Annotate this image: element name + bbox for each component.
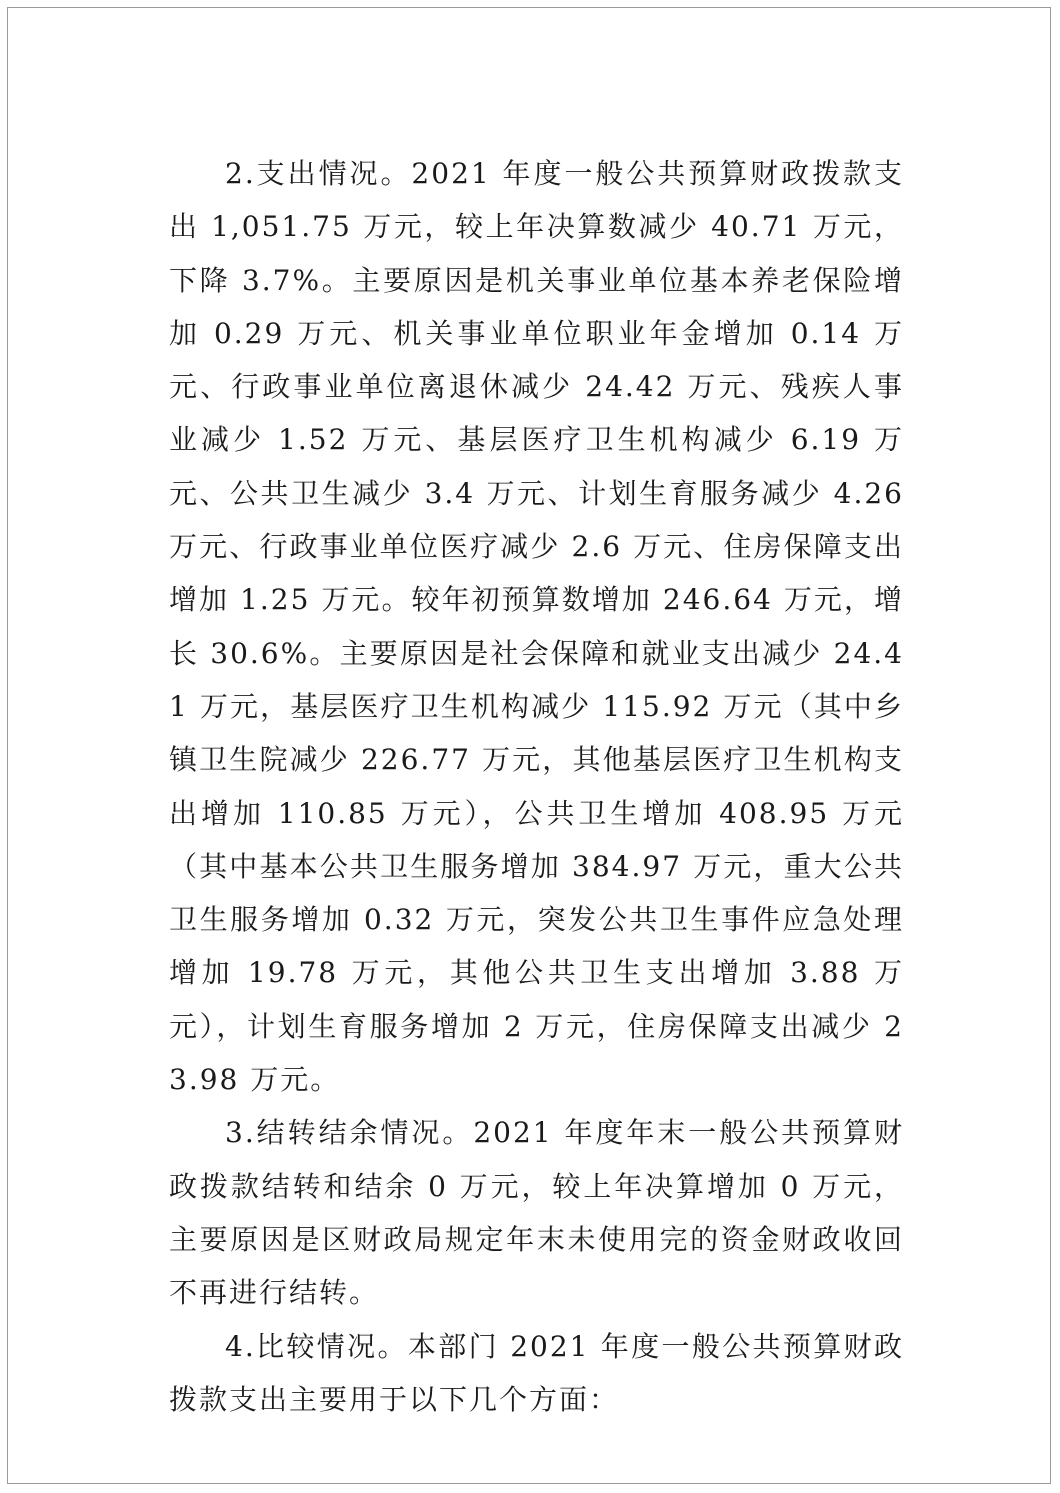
paragraph-carryover-balance: 3.结转结余情况。2021 年度年末一般公共预算财政拨款结转和结余 0 万元，较上年决算增加 0 万元，主要原因是区财政局规定年末未使用完的资金财政收回不再进行结转。	[169, 1116, 904, 1310]
paragraph-comparison: 4.比较情况。本部门 2021 年度一般公共预算财政拨款支出主要用于以下几个方面：	[169, 1329, 904, 1416]
document-body	[169, 147, 904, 1426]
paragraph-expenditure: 2.支出情况。2021 年度一般公共预算财政拨款支出 1,051.75 万元，较上年决算数减少 40.71 万元，下降 3.7%。主要原因是机关事业单位基本养老保险增加 0.29 万元、机关事业单位职业年金增加 0.14 万元、行政事业单位离退休减少 24.42 万元、残疾人事业减少 1.52 万元、基层医疗卫生机构减少 6.19 万元、公共卫生减少 3.4 万元、计划生育服务减少 4.26 万元、行政事业单位医疗减少 2.6 万元、住房保障支出增加 1.25 万元。较年初预算数增加 246.64 万元，增长 30.6%。主要原因是社会保障和就业支出减少 24.41 万元，基层医疗卫生机构减少 115.92 万元（其中乡镇卫生院减少 226.77 万元，其他基层医疗卫生机构支出增加 110.85 万元），公共卫生增加 408.95 万元（其中基本公共卫生服务增加 384.97 万元，重大公共卫生服务增加 0.32 万元，突发公共卫生事件应急处理增加 19.78 万元，其他公共卫生支出增加 3.88 万元），计划生育服务增加 2 万元，住房保障支出减少 23.98 万元。	[169, 157, 904, 1097]
document-page	[7, 7, 1051, 1484]
